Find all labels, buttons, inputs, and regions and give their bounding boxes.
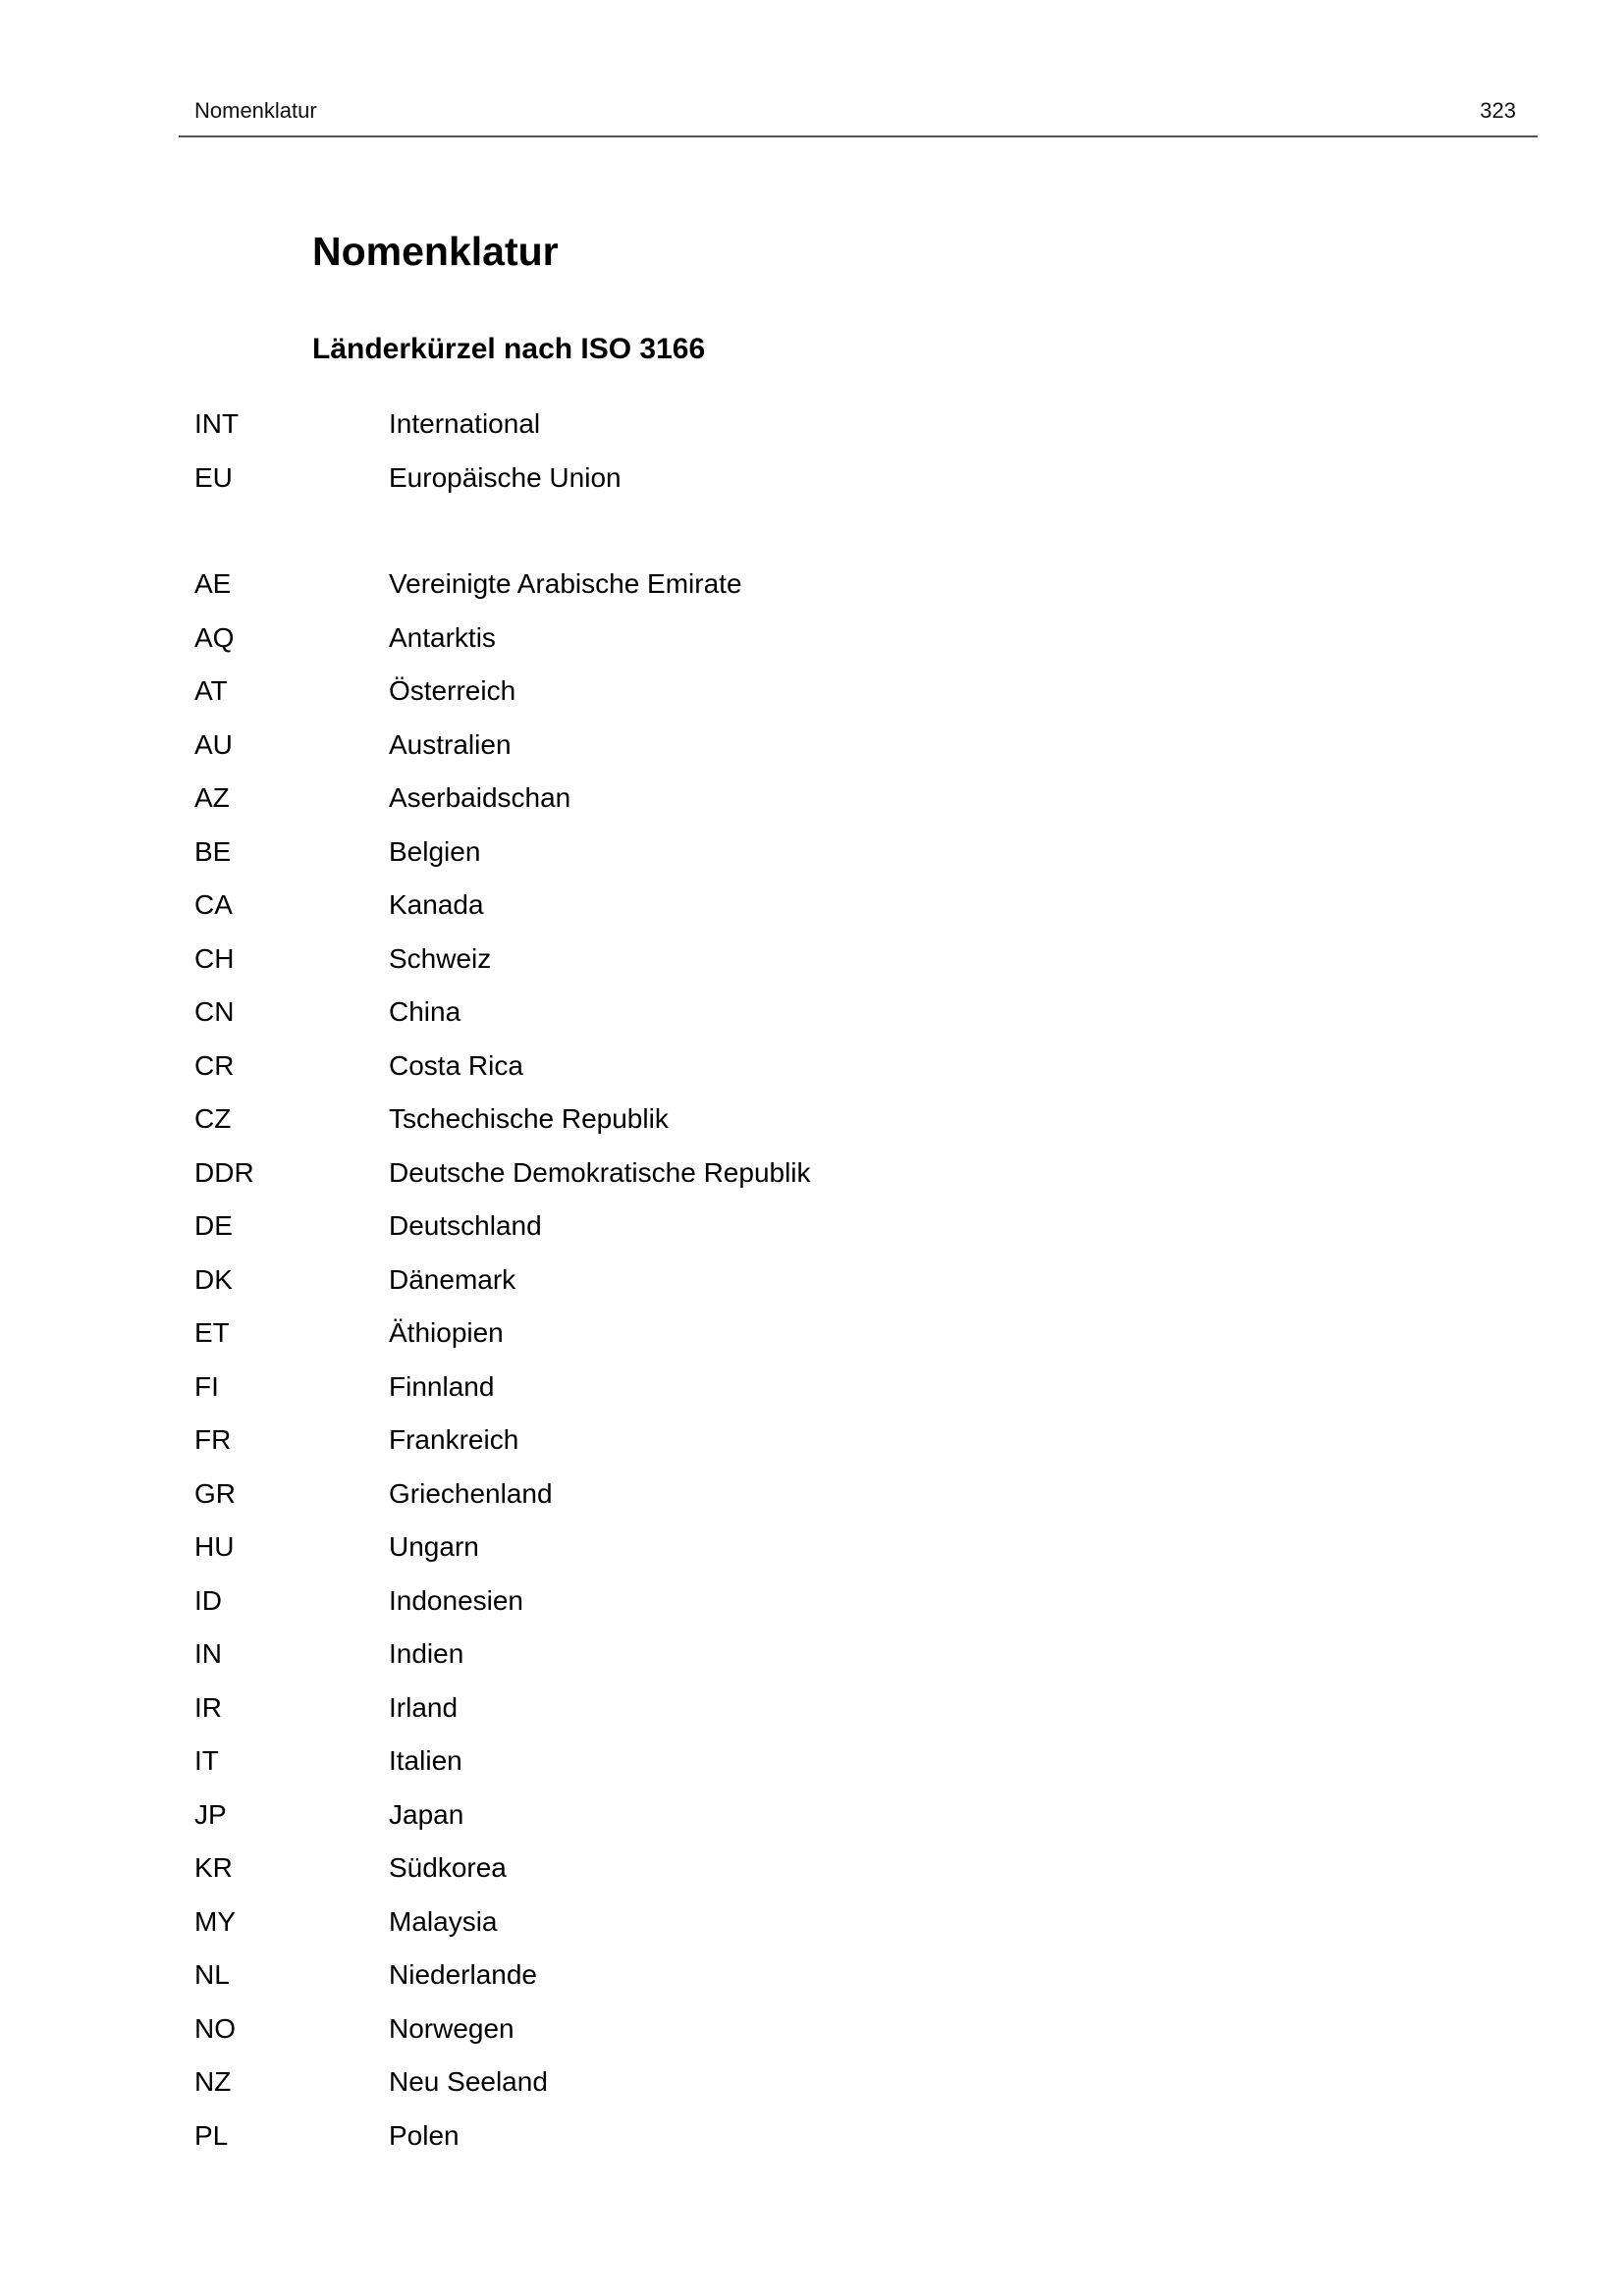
running-title: Nomenklatur bbox=[194, 98, 317, 123]
country-name: Vereinigte Arabische Emirate bbox=[389, 568, 742, 600]
country-code: EU bbox=[194, 461, 233, 493]
country-code: INT bbox=[194, 408, 240, 440]
code-row bbox=[194, 1735, 1274, 1789]
country-name: Finnland bbox=[389, 1370, 495, 1402]
country-name: Belgien bbox=[389, 835, 481, 867]
country-name: Österreich bbox=[389, 675, 516, 707]
country-name: Tschechische Republik bbox=[389, 1103, 669, 1135]
country-name: Niederlande bbox=[389, 1959, 537, 1991]
country-code: NZ bbox=[194, 2066, 232, 2098]
country-name: Schweiz bbox=[389, 942, 492, 974]
country-code: AE bbox=[194, 568, 232, 600]
country-code: AU bbox=[194, 728, 233, 760]
country-name: Polen bbox=[389, 2119, 460, 2151]
code-row bbox=[194, 1521, 1274, 1575]
country-name: Deutsche Demokratische Republik bbox=[389, 1156, 811, 1188]
code-row bbox=[194, 879, 1274, 933]
country-name: Japan bbox=[389, 1798, 464, 1830]
country-name: Südkorea bbox=[389, 1852, 507, 1884]
code-row bbox=[194, 826, 1274, 880]
running-header bbox=[179, 94, 1538, 137]
country-code: MY bbox=[194, 1905, 236, 1937]
code-row bbox=[194, 933, 1274, 987]
code-row bbox=[194, 1040, 1274, 1094]
country-code-list bbox=[194, 558, 1274, 2163]
country-code: BE bbox=[194, 835, 232, 867]
country-name: Malaysia bbox=[389, 1905, 498, 1937]
country-code: IR bbox=[194, 1691, 222, 1723]
code-row bbox=[194, 612, 1274, 666]
country-code: CH bbox=[194, 942, 235, 974]
country-name: Deutschland bbox=[389, 1210, 542, 1242]
country-name: Äthiopien bbox=[389, 1317, 504, 1349]
country-name: Irland bbox=[389, 1691, 459, 1723]
country-code: IN bbox=[194, 1638, 222, 1670]
code-row bbox=[194, 1147, 1274, 1201]
country-code: NL bbox=[194, 1959, 230, 1991]
country-name: Australien bbox=[389, 728, 512, 760]
code-row bbox=[194, 452, 1274, 506]
country-name: Kanada bbox=[389, 889, 484, 921]
code-row bbox=[194, 1628, 1274, 1682]
code-row bbox=[194, 2109, 1274, 2163]
code-row bbox=[194, 1468, 1274, 1522]
country-name: International bbox=[389, 408, 541, 440]
country-code: DK bbox=[194, 1263, 233, 1295]
country-code: DE bbox=[194, 1210, 233, 1242]
country-name: Antarktis bbox=[389, 621, 496, 653]
section-title: Länderkürzel nach ISO 3166 bbox=[312, 333, 706, 365]
special-code-list bbox=[194, 398, 1274, 505]
country-code: IT bbox=[194, 1745, 219, 1777]
country-name: Indonesien bbox=[389, 1584, 524, 1616]
country-code: CZ bbox=[194, 1103, 232, 1135]
country-name: Dänemark bbox=[389, 1263, 516, 1295]
country-name: Indien bbox=[389, 1638, 464, 1670]
country-code: ET bbox=[194, 1317, 230, 1349]
code-row bbox=[194, 1682, 1274, 1735]
country-name: Ungarn bbox=[389, 1531, 479, 1563]
code-row bbox=[194, 1414, 1274, 1468]
country-code: CR bbox=[194, 1049, 235, 1081]
code-row bbox=[194, 1254, 1274, 1308]
page-number: 323 bbox=[1480, 98, 1516, 123]
code-row bbox=[194, 1896, 1274, 1949]
country-name: Griechenland bbox=[389, 1477, 553, 1509]
country-code: HU bbox=[194, 1531, 235, 1563]
code-row bbox=[194, 1093, 1274, 1147]
country-name: Aserbaidschan bbox=[389, 782, 571, 814]
code-row bbox=[194, 719, 1274, 773]
code-row bbox=[194, 1842, 1274, 1896]
code-row bbox=[194, 1307, 1274, 1361]
country-name: Norwegen bbox=[389, 2012, 514, 2044]
country-name: Neu Seeland bbox=[389, 2066, 548, 2098]
country-code: FI bbox=[194, 1370, 219, 1402]
code-row bbox=[194, 1361, 1274, 1415]
country-code: KR bbox=[194, 1852, 233, 1884]
country-code: AZ bbox=[194, 782, 230, 814]
country-name: China bbox=[389, 996, 461, 1028]
country-name: Europäische Union bbox=[389, 461, 622, 493]
code-row bbox=[194, 398, 1274, 452]
country-code: FR bbox=[194, 1424, 232, 1456]
code-row bbox=[194, 1200, 1274, 1254]
country-code: JP bbox=[194, 1798, 227, 1830]
country-code: AQ bbox=[194, 621, 235, 653]
country-name: Frankreich bbox=[389, 1424, 519, 1456]
code-row bbox=[194, 1949, 1274, 2002]
country-code: CN bbox=[194, 996, 235, 1028]
code-row bbox=[194, 665, 1274, 719]
code-row bbox=[194, 986, 1274, 1040]
code-row bbox=[194, 772, 1274, 826]
country-code: ID bbox=[194, 1584, 222, 1616]
country-code: PL bbox=[194, 2119, 229, 2151]
code-row bbox=[194, 558, 1274, 612]
chapter-title: Nomenklatur bbox=[312, 229, 559, 274]
country-code: AT bbox=[194, 675, 228, 707]
country-code: GR bbox=[194, 1477, 236, 1509]
code-row bbox=[194, 1789, 1274, 1842]
country-name: Italien bbox=[389, 1745, 462, 1777]
country-code: DDR bbox=[194, 1156, 254, 1188]
code-row bbox=[194, 2002, 1274, 2056]
country-code: NO bbox=[194, 2012, 236, 2044]
code-row bbox=[194, 2056, 1274, 2109]
code-row bbox=[194, 1575, 1274, 1629]
country-code: CA bbox=[194, 889, 233, 921]
country-name: Costa Rica bbox=[389, 1049, 523, 1081]
